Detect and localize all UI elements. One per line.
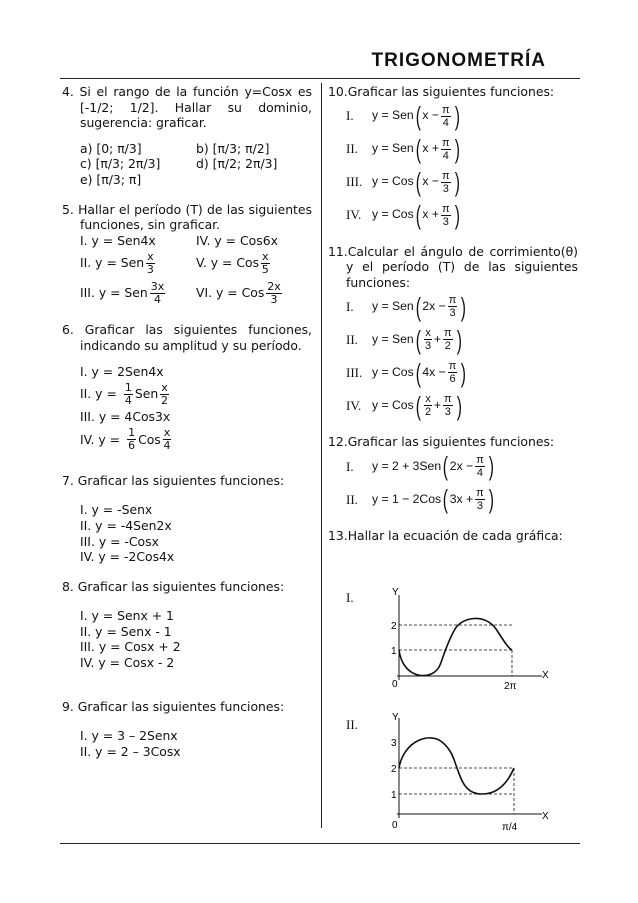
option-c: c) [π/3; 2π/3]	[80, 156, 161, 172]
question-10	[328, 84, 578, 232]
item-iii: III. y = 4Cos3x	[80, 409, 171, 425]
column-divider	[321, 83, 322, 828]
question-text: 10.Graficar las siguientes funciones:	[328, 84, 555, 99]
item: II. y = Senx - 1	[80, 623, 172, 639]
tick-y2: 2	[391, 764, 397, 775]
question-text: 12.Graficar las siguientes funciones:	[328, 434, 555, 450]
y-axis-label: Y	[392, 587, 399, 598]
x-axis-label: X	[542, 670, 549, 681]
question-5	[62, 202, 312, 309]
item-iii: III. y = Cos ( 4x − $\frac{\pi}{6}$ )	[346, 357, 467, 388]
right-column	[328, 84, 578, 544]
item-i: I. y = Sen ( x − $\frac{\pi}{4}$ )	[346, 101, 460, 132]
header-rule	[60, 78, 580, 79]
question-11	[328, 244, 578, 423]
question-7	[62, 473, 312, 565]
question-text: 13.Hallar la ecuación de cada gráfica:	[328, 527, 563, 543]
graph-1-roman: I.	[346, 590, 354, 605]
item-iv: IV. y = $\frac{1}{6}$ Cos $\frac{x}{4}$	[80, 426, 171, 453]
question-4	[62, 84, 312, 188]
item-vi: VI. y = Cos $\frac{2x}{3}$	[196, 279, 281, 306]
left-column	[62, 84, 312, 759]
item-ii: II. y = Sen ( x + $\frac{\pi}{4}$ )	[346, 134, 460, 165]
option-e: e) [π/3; π]	[80, 171, 142, 187]
tick-y2: 2	[391, 621, 397, 632]
item-iv: IV. y = Cos ( x + $\frac{\pi}{3}$ )	[346, 200, 460, 231]
question-text: 9. Graficar las siguientes funciones:	[62, 698, 285, 714]
item-i: I. y = 2Sen4x	[80, 363, 164, 379]
item: I. y = Senx + 1	[80, 608, 174, 624]
item: II. y = -4Sen2x	[80, 517, 172, 533]
item-ii: II. y = 1 − 2Cos ( 3x + $\frac{\pi}{3}$ )	[346, 484, 494, 515]
question-text: 11.Calcular el ángulo de corrimiento(θ) y el período (T) de las siguientes funciones:	[328, 243, 578, 290]
graph-2-roman: II.	[346, 717, 358, 732]
question-8	[62, 579, 312, 671]
question-6	[62, 322, 312, 454]
question-12	[328, 434, 578, 516]
question-13	[328, 528, 578, 544]
footer-rule	[60, 843, 580, 844]
item: I. y = 3 – 2Senx	[80, 728, 178, 744]
curve-graph-1	[399, 618, 512, 675]
option-d: d) [π/2; 2π/3]	[196, 156, 278, 172]
item-ii: II. y = Sen $\frac{x}{3}$	[80, 249, 154, 276]
item: II. y = 2 – 3Cosx	[80, 743, 181, 759]
tick-x-end: 2π	[504, 681, 517, 692]
tick-x-end: π/4	[502, 822, 518, 833]
origin-label: 0	[392, 820, 398, 831]
option-b: b) [π/3; π/2]	[196, 140, 270, 156]
item-ii: II. y = $\frac{1}{4}$ Sen $\frac{x}{2}$	[80, 380, 168, 407]
y-axis-label: Y	[392, 712, 399, 723]
item: III. y = Cosx + 2	[80, 639, 181, 655]
option-a: a) [0; π/3]	[80, 140, 142, 156]
page-title: TRIGONOMETRÍA	[371, 50, 546, 71]
question-text: 6. Graficar las siguientes funciones, indicando su amplitud y su período.	[62, 322, 312, 353]
curve-graph-2	[399, 738, 514, 794]
item: I. y = -Senx	[80, 502, 153, 518]
item-i: I. y = 2 + 3Sen ( 2x − $\frac{\pi}{4}$ )	[346, 451, 494, 482]
item-iii: III. y = Sen $\frac{3x}{4}$	[80, 279, 165, 306]
item-iv: IV. y = Cos ( $\frac{x}{2}$ + $\frac{\pi}{3}$ )	[346, 390, 462, 421]
tick-y1: 1	[391, 646, 397, 657]
origin-label: 0	[392, 679, 398, 690]
x-axis-label: X	[542, 811, 549, 822]
tick-y3: 3	[391, 738, 397, 749]
question-text: 4. Si el rango de la función y=Cosx es [-1/2; 1/2]. Hallar su dominio, sugerencia: graficar.	[62, 84, 312, 131]
item-i: I. y = Sen4x	[80, 232, 156, 248]
item-v: V. y = Cos $\frac{x}{5}$	[196, 249, 269, 276]
item-iii: III. y = Cos ( x − $\frac{\pi}{3}$ )	[346, 167, 460, 198]
item-i: I. y = Sen ( 2x − $\frac{\pi}{3}$ )	[346, 291, 467, 322]
item-iv: IV. y = Cos6x	[196, 232, 278, 248]
question-text: 5. Hallar el período (T) de las siguientes funciones, sin graficar.	[62, 201, 312, 233]
tick-y1: 1	[391, 790, 397, 801]
question-text: 8. Graficar las siguientes funciones:	[62, 578, 285, 594]
graph-2	[372, 710, 572, 835]
question-9	[62, 699, 312, 760]
item: IV. y = -2Cos4x	[80, 549, 175, 565]
question-text: 7. Graficar las siguientes funciones:	[62, 472, 285, 488]
item: III. y = -Cosx	[80, 533, 159, 549]
item-ii: II. y = Sen ( $\frac{x}{3}$ + $\frac{\pi}{2}$ )	[346, 324, 462, 355]
item: IV. y = Cosx - 2	[80, 655, 175, 671]
graph-1	[372, 585, 572, 695]
